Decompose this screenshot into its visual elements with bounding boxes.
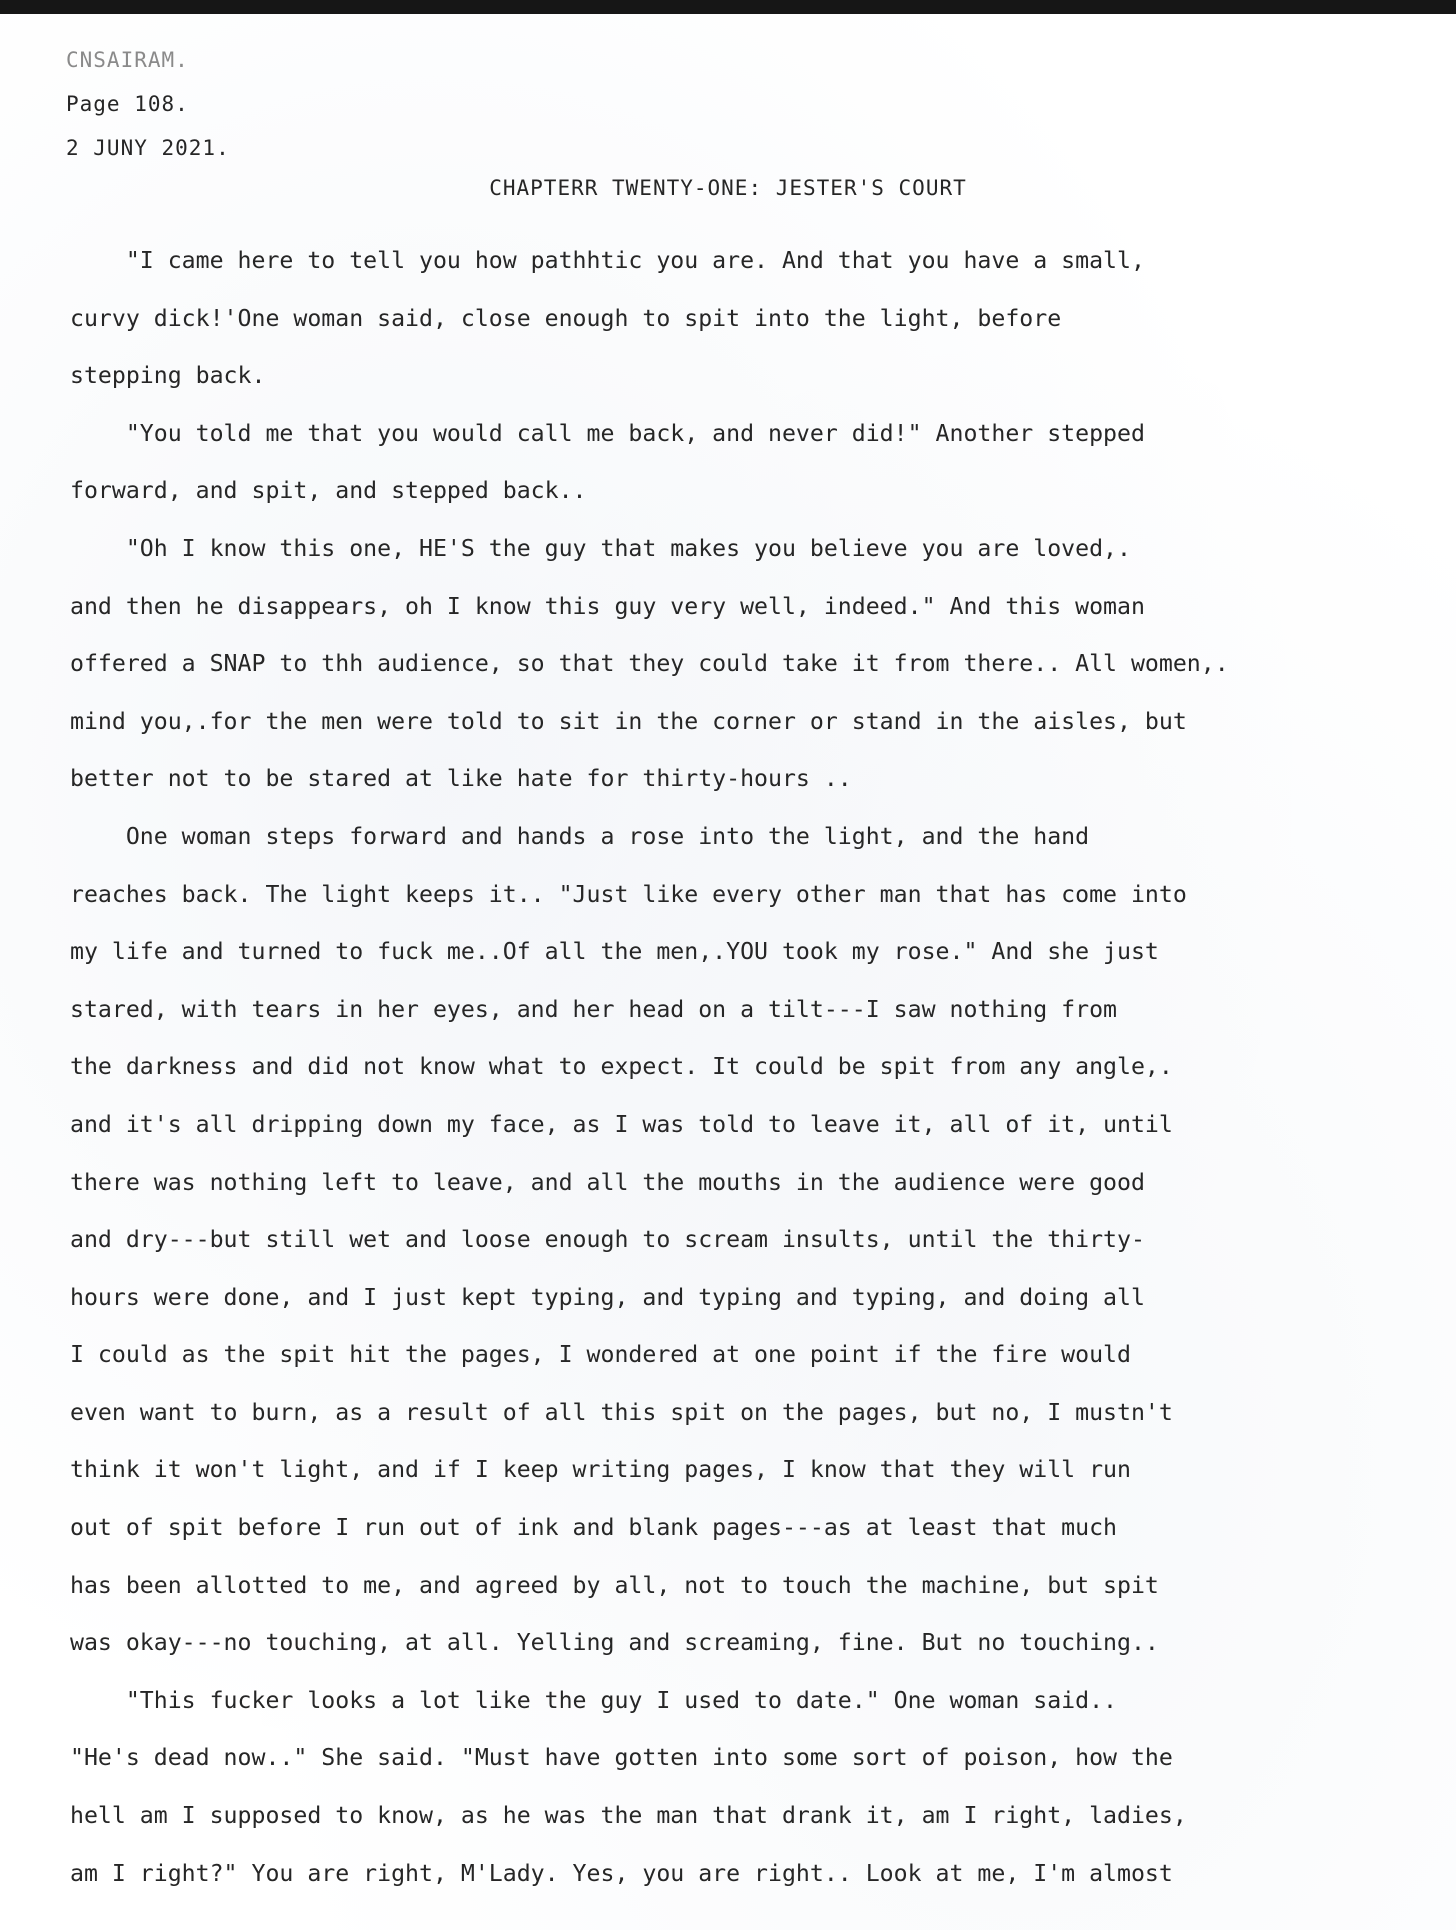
- page-number: Page 108.: [66, 92, 189, 116]
- text-line: "You told me that you would call me back, and never did!" Another stepped: [70, 419, 1145, 447]
- text-line: hours were done, and I just kept typing, and typing and typing, and doing all: [70, 1283, 1145, 1311]
- text-line: forward, and spit, and stepped back..: [70, 477, 587, 505]
- text-line: stepping back.: [70, 362, 266, 390]
- page-header: [66, 38, 230, 170]
- text-line: curvy dick!'One woman said, close enough to spit into the light, before: [70, 304, 1062, 332]
- author-line: CNSAIRAM.: [66, 48, 189, 72]
- text-line: and dry---but still wet and loose enough to scream insults, until the thirty-: [70, 1226, 1145, 1254]
- text-line: my life and turned to fuck me..Of all the men,.YOU took my rose." And she just: [70, 938, 1159, 966]
- text-line: was okay---no touching, at all. Yelling and screaming, fine. But no touching..: [70, 1629, 1159, 1657]
- text-line: "This fucker looks a lot like the guy I used to date." One woman said..: [70, 1686, 1118, 1714]
- text-line: "I came here to tell you how pathhtic you are. And that you have a small,: [70, 247, 1145, 274]
- text-line: "He's dead now.." She said. "Must have gotten into some sort of poison, how the: [70, 1744, 1173, 1772]
- text-line: even want to burn, as a result of all this spit on the pages, but no, I mustn't: [70, 1398, 1173, 1426]
- text-line: out of spit before I run out of ink and blank pages---as at least that much: [70, 1514, 1118, 1542]
- typed-page: [0, 14, 1456, 1930]
- text-line: "Oh I know this one, HE'S the guy that makes you believe you are loved,.: [70, 534, 1131, 562]
- text-line: has been allotted to me, and agreed by all, not to touch the machine, but spit: [70, 1571, 1159, 1599]
- text-line: mind you,.for the men were told to sit in the corner or stand in the aisles, but: [70, 707, 1187, 735]
- text-line: and it's all dripping down my face, as I was told to leave it, all of it, until: [70, 1110, 1173, 1138]
- text-line: hell am I supposed to know, as he was the man that drank it, am I right, ladies,: [70, 1802, 1187, 1830]
- text-line: better not to be stared at like hate for thirty-hours ..: [70, 765, 852, 793]
- text-line: think it won't light, and if I keep writing pages, I know that they will run: [70, 1456, 1131, 1484]
- text-line: the darkness and did not know what to expect. It could be spit from any angle,.: [70, 1053, 1173, 1081]
- text-line: stared, with tears in her eyes, and her head on a tilt---I saw nothing from: [70, 995, 1118, 1023]
- text-line: offered a SNAP to thh audience, so that they could take it from there.. All women,.: [70, 650, 1229, 678]
- text-line: and then he disappears, oh I know this guy very well, indeed." And this woman: [70, 592, 1145, 620]
- text-line: there was nothing left to leave, and all the mouths in the audience were good: [70, 1168, 1145, 1196]
- chapter-title: CHAPTERR TWENTY-ONE: JESTER'S COURT: [489, 176, 967, 200]
- text-line: One woman steps forward and hands a rose into the light, and the hand: [70, 822, 1090, 850]
- date-line: 2 JUNY 2021.: [66, 136, 230, 160]
- text-line: am I right?" You are right, M'Lady. Yes, you are right.. Look at me, I'm almost: [70, 1859, 1173, 1887]
- body-text: [70, 232, 1410, 1902]
- text-line: reaches back. The light keeps it.. "Just like every other man that has come into: [70, 880, 1187, 908]
- text-line: I could as the spit hit the pages, I wondered at one point if the fire would: [70, 1341, 1131, 1369]
